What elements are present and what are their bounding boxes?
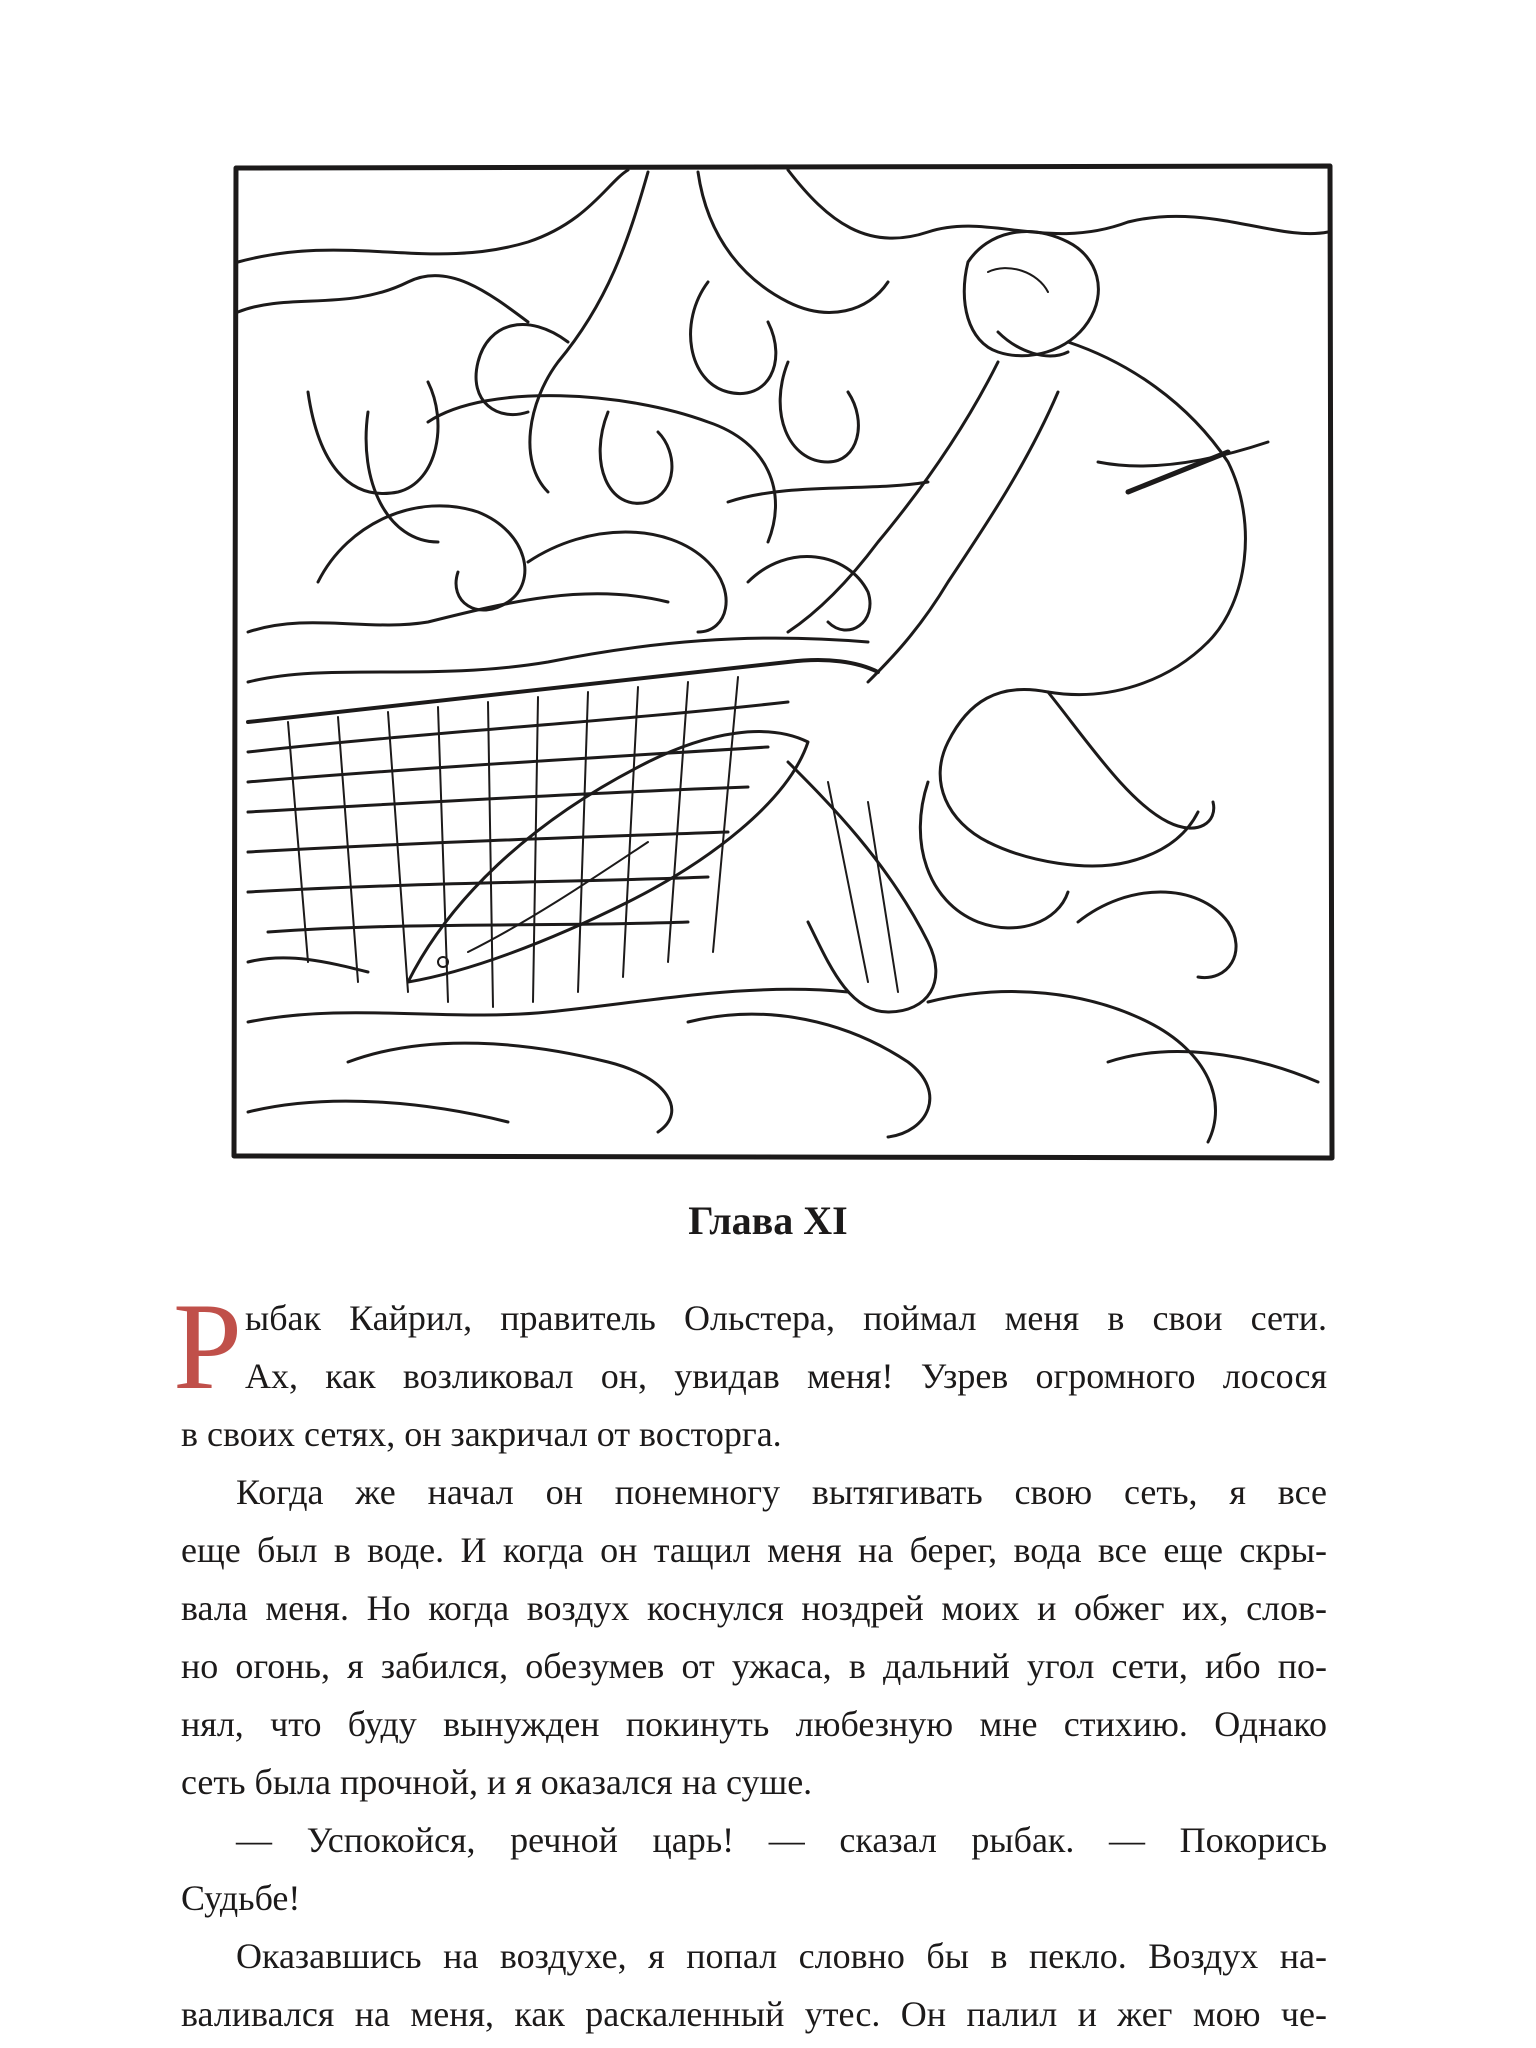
text-line: сеть была прочной, и я оказался на суше. <box>181 1762 813 1802</box>
fisherman-net-salmon-illustration <box>228 162 1338 1162</box>
text-line: Когда же начал он понемногу вытягивать свою сеть, я все <box>236 1472 1327 1512</box>
text-line: в своих сетях, он закричал от восторга. <box>181 1414 782 1454</box>
text-line: нял, что буду вынужден покинуть любезную мне стихию. Однако <box>181 1704 1327 1744</box>
chapter-body <box>173 1278 1327 2043</box>
text-line: вала меня. Но когда воздух коснулся ноздрей моих и обжег их, слов- <box>181 1588 1327 1628</box>
text-line: Ах, как возликовал он, увидав меня! Узрев огромного лосося <box>245 1356 1327 1396</box>
chapter-illustration <box>228 162 1338 1162</box>
chapter-title: Глава XI <box>688 1198 848 1243</box>
text-line: но огонь, я забился, обезумев от ужаса, в дальний угол сети, ибо по- <box>181 1646 1327 1686</box>
drop-cap: Р <box>173 1278 242 1415</box>
text-line: валивался на меня, как раскаленный утес. Он палил и жег мою че- <box>181 1994 1327 2034</box>
text-line: ыбак Кайрил, правитель Ольстера, поймал меня в свои сети. <box>245 1298 1327 1338</box>
text-line: еще был в воде. И когда он тащил меня на берег, вода все еще скры- <box>181 1530 1327 1570</box>
text-line: Судьбе! <box>181 1878 301 1918</box>
text-line: — Успокойся, речной царь! — сказал рыбак. — Покорись <box>236 1820 1327 1860</box>
text-line: Оказавшись на воздухе, я попал словно бы в пекло. Воздух на- <box>236 1936 1327 1976</box>
